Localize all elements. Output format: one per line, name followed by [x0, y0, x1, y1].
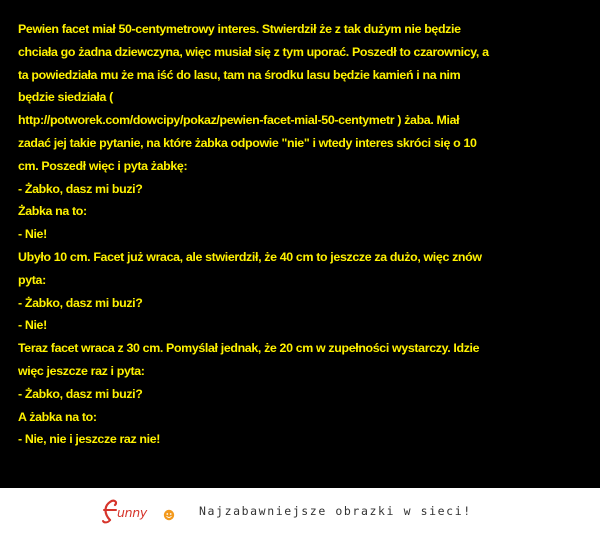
- joke-line: Pewien facet miał 50-centymetrowy interes. Stwierdził że z tak dużym nie będzie: [18, 22, 461, 36]
- joke-line: więc jeszcze raz i pyta:: [18, 363, 145, 378]
- joke-line: - Nie!: [18, 318, 47, 333]
- joke-line: http://potworek.com/dowcipy/pokaz/pewien-facet-mial-50-centymetr ) żaba. Miał: [18, 113, 460, 128]
- joke-line: chciała go żadna dziewczyna, więc musiał się z tym uporać. Poszedł to czarownicy, a: [18, 44, 489, 59]
- tagline: Najzabawniejsze obrazki w sieci!: [199, 504, 472, 518]
- joke-line: - Nie!: [18, 227, 47, 242]
- funny-logo-icon: [98, 496, 180, 526]
- joke-line: - Żabko, dasz mi buzi?: [18, 295, 143, 310]
- joke-line: będzie siedziała (: [18, 90, 113, 105]
- joke-line: Ubyło 10 cm. Facet już wraca, ale stwierdził, że 40 cm to jeszcze za dużo, więc znów: [18, 249, 482, 264]
- joke-line: cm. Poszedł więc i pyta żabkę:: [18, 158, 188, 173]
- joke-line: ta powiedziała mu że ma iść do lasu, tam na środku lasu będzie kamień i na nim: [18, 67, 461, 82]
- joke-line: zadać jej takie pytanie, na które żabka odpowie "nie" i wtedy interes skróci się o 10: [18, 135, 477, 150]
- joke-line: pyta:: [18, 272, 46, 287]
- joke-line: Żabka na to:: [18, 204, 87, 219]
- joke-line: - Żabko, dasz mi buzi?: [18, 386, 143, 401]
- joke-line: Teraz facet wraca z 30 cm. Pomyślał jednak, że 20 cm w zupełności wystarczy. Idzie: [18, 341, 480, 356]
- svg-text:unny: unny: [117, 505, 147, 520]
- joke-line: A żabka na to:: [18, 409, 97, 424]
- joke-line: - Nie, nie i jeszcze raz nie!: [18, 432, 161, 447]
- joke-line: - Żabko, dasz mi buzi?: [18, 181, 143, 196]
- footer: [0, 488, 600, 535]
